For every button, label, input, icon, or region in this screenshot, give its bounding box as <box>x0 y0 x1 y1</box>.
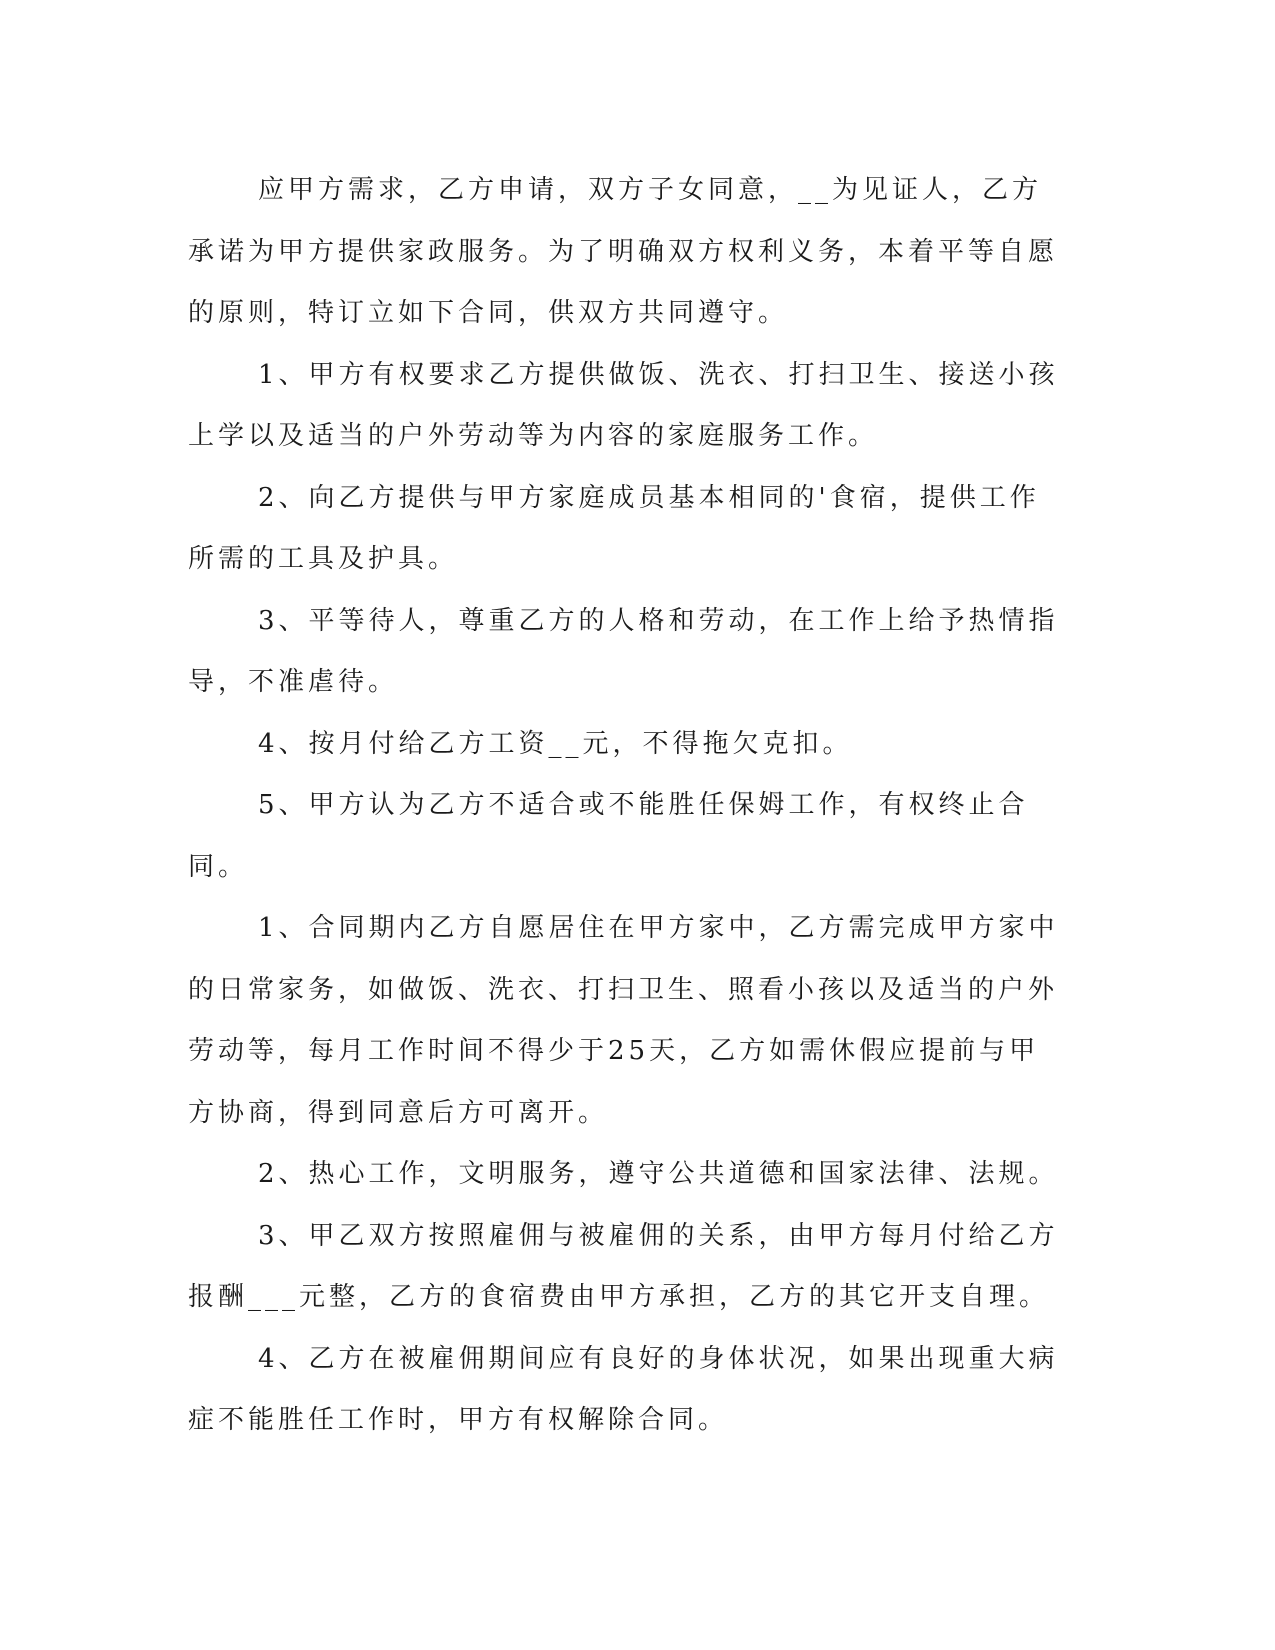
paragraph-party-b-clause-3: 3、甲乙双方按照雇佣与被雇佣的关系，由甲方每月付给乙方报酬___元整，乙方的食宿费由甲方承担，乙方的其它开支自理。 <box>188 1220 1059 1312</box>
paragraph-party-a-clause-5: 5、甲方认为乙方不适合或不能胜任保姆工作，有权终止合同。 <box>188 790 1029 882</box>
paragraph-party-b-clause-4: 4、乙方在被雇佣期间应有良好的身体状况，如果出现重大病症不能胜任工作时，甲方有权解除合同。 <box>188 1343 1059 1435</box>
paragraph-party-a-clause-1: 1、甲方有权要求乙方提供做饭、洗衣、打扫卫生、接送小孩上学以及适当的户外劳动等为内容的家庭服务工作。 <box>188 359 1059 451</box>
paragraph-party-a-clause-4: 4、按月付给乙方工资__元，不得拖欠克扣。 <box>258 728 853 759</box>
paragraph-preamble: 应甲方需求，乙方申请，双方子女同意，__为见证人，乙方承诺为甲方提供家政服务。为了明确双方权利义务，本着平等自愿的原则，特订立如下合同，供双方共同遵守。 <box>188 175 1059 328</box>
paragraph-party-b-clause-2: 2、热心工作，文明服务，遵守公共道德和国家法律、法规。 <box>258 1159 1059 1189</box>
paragraph-party-a-clause-3: 3、平等待人，尊重乙方的人格和劳动，在工作上给予热情指导，不准虐待。 <box>188 605 1059 697</box>
paragraph-party-a-clause-2: 2、向乙方提供与甲方家庭成员基本相同的'食宿，提供工作所需的工具及护具。 <box>188 482 1040 574</box>
paragraph-party-b-clause-1: 1、合同期内乙方自愿居住在甲方家中，乙方需完成甲方家中的日常家务，如做饭、洗衣、打扫卫生、照看小孩以及适当的户外劳动等，每月工作时间不得少于25天，乙方如需休假应提前与甲方协商，得到同意后方可离开。 <box>188 913 1059 1128</box>
contract-body <box>188 160 1068 1452</box>
